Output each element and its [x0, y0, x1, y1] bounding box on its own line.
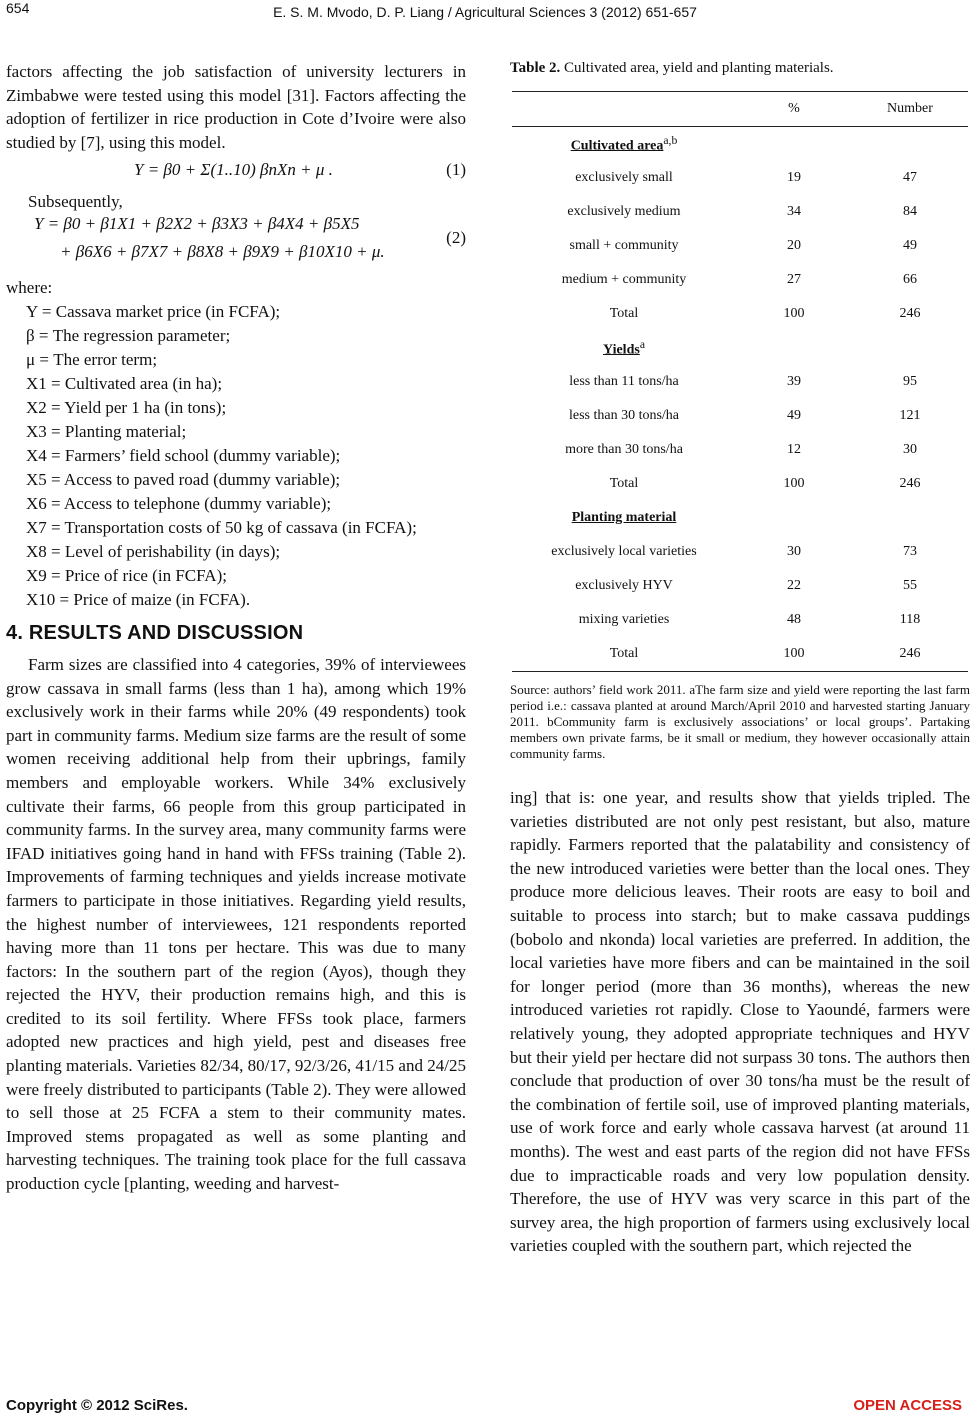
definition-item: X4 = Farmers’ field school (dummy variable);	[26, 445, 341, 465]
definition-item: X6 = Access to telephone (dummy variable);	[26, 493, 332, 513]
equation-2-line-2: + β6X6 + β7X7 + β8X8 + β9X9 + β10X10 + μ.	[60, 241, 385, 261]
table-row: exclusively medium 34 84	[567, 204, 917, 219]
definition-item: X10 = Price of maize (in FCFA).	[26, 589, 251, 609]
equation-1-body: Y = β0 + Σ(1..10) βnXn + μ .	[134, 160, 333, 180]
definition-item: X8 = Level of perishability (in days);	[26, 541, 281, 561]
table-row: less than 11 tons/ha 39 95	[569, 374, 917, 389]
table-note: Source: authors’ field work 2011. aThe farm size and yield were reporting the last farm period i.e.: cassava planted at around March/April 2010 and harvested starting January 2011. bCommunity farm is exclusively associations’ or local groups’. Partaking members own private farms, be it small or medium, they however occasionally attain community farms.	[510, 682, 970, 761]
equation-2	[6, 214, 466, 276]
paragraph-results: Farm sizes are classified into 4 categories, 39% of interviewees grow cassava in small farms (less than 1 ha), among which 19% exclusively work in their farms while 20% (49 respondents) took part in community farms. Medium size farms are the result of some women receiving additional help from their upbrings, family members and employable workers. While 34% exclusively cultivate their farms, 66 people from this group participated in community farms. In the survey area, many community farms were IFAD initiatives going hand in hand with FFSs training (Table 2). Improvements of farming techniques and yields increase motivate farmers to participate in those initiatives. Regarding yield results, the highest number of interviewees, 121 respondents reported having more than 11 tons per hectare. This was due to many factors: In the southern part of the region (Ayos), though they rejected the HYV, their production remains high, and this is credited to its soil fertility. Where FFSs took place, farmers adopted new practices and high yield, pest and diseases free planting materials. Varieties 82/34, 80/17, 92/3/26, 41/15 and 24/25 were freely distributed to participants (Table 2). They were allowed to sell those at 25 FCFA a stem to their community mates. Improved stems propagated as well as some planting and harvesting techniques. The training took place for the full cassava production cycle [planting, weeding and harvest-	[6, 654, 466, 1194]
where-label: where:	[6, 277, 53, 297]
table-row: mixing varieties 48 118	[578, 612, 921, 627]
definition-item: X9 = Price of rice (in FCFA);	[26, 565, 227, 585]
table-caption-text: Cultivated area, yield and planting materials.	[560, 60, 834, 76]
group-title: Cultivated area$^{a,b}$	[570, 133, 678, 154]
table-caption	[510, 60, 970, 77]
table-caption-label: Table 2.	[510, 60, 561, 76]
table-row-total: Total 100 246	[609, 306, 921, 321]
definition-item: X7 = Transportation costs of 50 kg of cassava (in FCFA);	[26, 517, 417, 537]
definition-item: X1 = Cultivated area (in ha);	[26, 373, 223, 393]
table-group-row	[512, 127, 968, 162]
table-header-row	[512, 92, 968, 127]
subsequently-text: Subsequently,	[28, 192, 123, 212]
right-column	[510, 60, 970, 1258]
table-row: more than 30 tons/ha 12 30	[565, 442, 917, 457]
table-row: less than 30 tons/ha 49 121	[568, 408, 921, 423]
table-row: exclusively local varieties 30 73	[551, 544, 917, 559]
equation-1	[6, 154, 466, 190]
section-heading: 4. RESULTS AND DISCUSSION	[6, 621, 304, 644]
table-row-total: Total 100 246	[609, 476, 921, 491]
table-row: medium + community 27 66	[561, 272, 917, 287]
table-header-cell: Number	[852, 92, 968, 127]
table-header-cell: %	[736, 92, 852, 127]
group-title: Yields$^a$	[602, 337, 645, 358]
left-column	[6, 60, 466, 1196]
equation-2-number: (2)	[446, 227, 466, 247]
running-title: E. S. M. Mvodo, D. P. Liang / Agricultural Sciences 3 (2012) 651-657	[273, 4, 697, 20]
definition-item: X3 = Planting material;	[26, 421, 187, 441]
definition-item: X2 = Yield per 1 ha (in tons);	[26, 397, 227, 417]
table-header-cell	[512, 92, 736, 127]
table-row: small + community 20 49	[569, 238, 917, 253]
equation-2-line-1: Y = β0 + β1X1 + β2X2 + β3X3 + β4X4 + β5X5	[34, 213, 360, 233]
table-group-row	[512, 501, 968, 535]
paragraph-continued: ing] that is: one year, and results show that yields tripled. The varieties distributed are not only pest resistant, but also, mature rapidly. Farmers reported that the palatability and consistency of the new introduced varieties were better than the local ones. They produce more delicious leaves. Their roots are easy to boil and suitable to process into starch; but to make cassava puddings (bobolo and nkonda) local varieties are preferred. In addition, the local varieties have more fibers and can be maintained in the soil for longer period (more than 36 months), whereas the new introduced varieties rot rapidly. Close to Yaoundé, farmers were relatively young, they adopted appropriate techniques and HYV but their yield per hectare did not surpass 30 tons. The authors then conclude that production of over 30 tons/ha must be the result of the combination of fertile soil, use of improved planting materials, use of work force and early whole cassava harvest (at around 11 months). The west and east parts of the region did not have FFSs due to impracticable roads and very low population density. Therefore, the use of HYV was very scarce in this part of the survey area, the high proportion of farmers using exclusively local varieties coupled with the southern part, which rejected the	[510, 788, 970, 1256]
definition-item: Y = Cassava market price (in FCFA);	[26, 301, 281, 321]
definition-item: β = The regression parameter;	[26, 325, 231, 345]
open-access-label: OPEN ACCESS	[853, 1397, 962, 1414]
table-group-row	[512, 331, 968, 365]
equation-1-number: (1)	[446, 160, 466, 180]
definition-item: X5 = Access to paved road (dummy variable);	[26, 469, 341, 489]
paragraph-intro: factors affecting the job satisfaction of university lecturers in Zimbabwe were tested using this model [31]. Factors affecting the adoption of fertilizer in rice production in Cote d’Ivoire were also studied by [7], using this model.	[6, 62, 466, 152]
group-title: Planting material	[571, 510, 677, 525]
page-number: 654	[6, 0, 30, 16]
variable-definitions	[6, 276, 466, 612]
definition-item: μ = The error term;	[26, 349, 158, 369]
copyright-notice: Copyright © 2012 SciRes.	[6, 1397, 188, 1414]
table-row-total: Total 100 246	[512, 637, 968, 672]
table-2	[512, 91, 968, 672]
table-row: exclusively HYV 22 55	[575, 578, 917, 593]
table-row: exclusively small 19 47	[575, 170, 917, 185]
